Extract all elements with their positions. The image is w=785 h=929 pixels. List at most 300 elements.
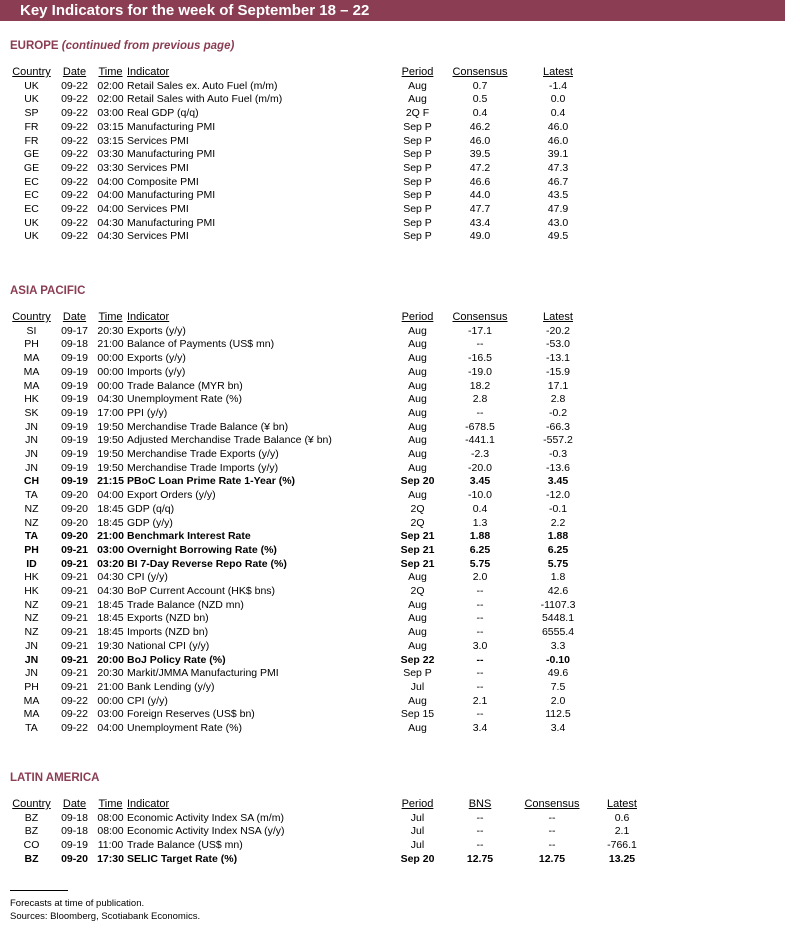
latest-cell: -557.2 [543,434,573,447]
bns-cell: -- [476,825,484,838]
time-cell: 20:30 [97,667,124,680]
period-cell: Aug [408,79,427,92]
date-cell: 09-19 [61,839,88,852]
country-cell: SI [26,324,37,337]
time-cell: 03:00 [97,107,124,120]
table-row [8,640,599,654]
column-header-country: Country [12,66,51,78]
country-cell: HK [24,585,39,598]
period-cell: Aug [408,352,427,365]
column-header-indicator: Indicator [127,311,170,323]
latest-cell: -66.3 [546,420,570,433]
period-cell: Sep P [403,148,432,161]
date-cell: 09-20 [61,530,88,543]
footnote-divider [10,890,68,891]
footnote-forecasts: Forecasts at time of publication. [10,898,145,909]
consensus-cell: -17.1 [468,324,492,337]
consensus-cell: 5.75 [469,557,491,570]
period-cell: Sep 21 [400,543,435,556]
table-row [8,421,599,435]
period-cell: Sep 20 [400,475,435,488]
latest-cell: 1.8 [550,571,566,584]
time-cell: 18:45 [97,598,124,611]
country-cell: NZ [24,516,39,529]
latest-cell: 2.1 [614,825,630,838]
country-cell: FR [24,120,39,133]
table-row [8,571,599,585]
table-row [8,462,599,476]
consensus-cell: 3.45 [469,475,491,488]
indicator-cell: Export Orders (y/y) [127,489,216,502]
consensus-cell: 3.0 [472,639,488,652]
table-row [8,162,599,176]
consensus-cell: 47.7 [469,203,491,216]
table-row [8,352,599,366]
time-cell: 21:15 [97,475,124,488]
table-row [8,393,599,407]
indicator-cell: PBoC Loan Prime Rate 1-Year (%) [127,475,296,488]
period-cell: Aug [408,598,427,611]
period-cell: Sep P [403,189,432,202]
column-header-time: Time [98,66,123,78]
time-cell: 18:45 [97,612,124,625]
time-cell: 19:50 [97,420,124,433]
country-cell: BZ [24,825,39,838]
indicator-cell: Manufacturing PMI [127,148,216,161]
header-row [8,66,599,80]
section-name: LATIN AMERICA [10,772,100,784]
consensus-cell: -- [476,653,484,666]
country-cell: HK [24,393,39,406]
consensus-cell: 18.2 [469,379,491,392]
date-cell: 09-19 [61,352,88,365]
column-header-indicator: Indicator [127,66,170,78]
latest-cell: -0.1 [548,502,568,515]
country-cell: MA [23,379,40,392]
bns-cell: 12.75 [466,852,494,865]
date-cell: 09-19 [61,365,88,378]
latest-cell: 3.45 [547,475,569,488]
consensus-cell: -16.5 [468,352,492,365]
table-row [8,217,599,231]
latest-cell: -20.2 [546,324,570,337]
indicator-cell: Real GDP (q/q) [127,107,199,120]
period-cell: Sep P [403,134,432,147]
column-header-period: Period [401,66,434,78]
country-cell: HK [24,571,39,584]
consensus-cell: 43.4 [469,216,491,229]
period-cell: Aug [408,448,427,461]
country-cell: PH [24,543,39,556]
latest-cell: -53.0 [546,338,570,351]
country-cell: CO [23,839,40,852]
date-cell: 09-21 [61,626,88,639]
indicator-cell: Unemployment Rate (%) [127,722,242,735]
latest-cell: 3.3 [550,639,566,652]
latest-cell: -1.4 [548,79,568,92]
period-cell: Jul [410,680,425,693]
period-cell: Aug [408,379,427,392]
table-row [8,812,657,826]
consensus-cell: -2.3 [470,448,490,461]
country-cell: MA [23,694,40,707]
time-cell: 08:00 [97,811,124,824]
period-cell: Sep P [403,667,432,680]
period-cell: Aug [408,626,427,639]
date-cell: 09-22 [61,148,88,161]
time-cell: 03:15 [97,134,124,147]
indicator-cell: Imports (NZD bn) [127,626,209,639]
consensus-cell: -678.5 [465,420,495,433]
time-cell: 21:00 [97,680,124,693]
indicator-cell: Retail Sales with Auto Fuel (m/m) [127,93,283,106]
latest-cell: 46.0 [547,134,569,147]
period-cell: Aug [408,420,427,433]
table-row [8,599,599,613]
indicator-cell: Imports (y/y) [127,365,186,378]
date-cell: 09-20 [61,489,88,502]
column-header-country: Country [12,798,51,810]
indicator-cell: Adjusted Merchandise Trade Balance (¥ bn) [127,434,332,447]
country-cell: FR [24,134,39,147]
country-cell: CH [23,475,40,488]
indicator-cell: Merchandise Trade Exports (y/y) [127,448,279,461]
country-cell: PH [24,680,39,693]
country-cell: JN [25,639,38,652]
latest-cell: -0.10 [546,653,570,666]
country-cell: ID [26,557,37,570]
period-cell: Aug [408,434,427,447]
table-row [8,585,599,599]
date-cell: 09-21 [61,557,88,570]
header-row [8,798,657,812]
date-cell: 09-22 [61,79,88,92]
period-cell: Sep P [403,230,432,243]
column-header-consensus: Consensus [524,798,580,810]
time-cell: 20:00 [97,653,124,666]
period-cell: Jul [410,825,425,838]
latin-america-table [8,798,657,867]
date-cell: 09-19 [61,434,88,447]
country-cell: UK [24,79,39,92]
indicator-cell: Economic Activity Index SA (m/m) [127,811,284,824]
indicator-cell: Balance of Payments (US$ mn) [127,338,275,351]
consensus-cell: 2.0 [472,571,488,584]
table-row [8,107,599,121]
latest-cell: 13.25 [608,852,636,865]
date-cell: 09-22 [61,230,88,243]
time-cell: 04:30 [97,571,124,584]
consensus-cell: -- [476,598,484,611]
latest-cell: 2.2 [550,516,566,529]
time-cell: 18:45 [97,502,124,515]
consensus-cell: 44.0 [469,189,491,202]
column-header-consensus: Consensus [452,66,508,78]
date-cell: 09-21 [61,639,88,652]
latest-cell: -0.3 [548,448,568,461]
date-cell: 09-21 [61,598,88,611]
time-cell: 11:00 [97,839,124,852]
title-banner [0,0,785,21]
latest-cell: 2.8 [550,393,566,406]
table-row [8,366,599,380]
consensus-cell: -- [476,585,484,598]
table-row [8,148,599,162]
column-header-latest: Latest [607,798,637,810]
country-cell: TA [25,722,38,735]
latest-cell: 2.0 [550,694,566,707]
latest-cell: 3.4 [550,722,566,735]
latest-cell: 49.6 [547,667,569,680]
table-row [8,93,599,107]
consensus-cell: -20.0 [468,461,492,474]
date-cell: 09-19 [61,475,88,488]
consensus-cell: -10.0 [468,489,492,502]
indicator-cell: GDP (q/q) [127,502,175,515]
consensus-cell: 0.5 [472,93,488,106]
period-cell: Aug [408,324,427,337]
country-cell: SK [24,406,39,419]
date-cell: 09-18 [61,825,88,838]
country-cell: EC [24,203,39,216]
consensus-cell: 0.4 [472,107,488,120]
period-cell: Sep P [403,216,432,229]
period-cell: 2Q [410,516,425,529]
country-cell: UK [24,230,39,243]
time-cell: 03:15 [97,120,124,133]
table-row [8,503,599,517]
indicator-cell: Trade Balance (MYR bn) [127,379,243,392]
date-cell: 09-17 [61,324,88,337]
page-title: Key Indicators for the week of September 18 – 22 [20,2,370,19]
country-cell: NZ [24,612,39,625]
date-cell: 09-19 [61,406,88,419]
time-cell: 00:00 [97,352,124,365]
table-row [8,722,599,736]
section-title-asia-pacific [10,285,85,297]
latest-cell: 0.6 [614,811,630,824]
period-cell: Aug [408,93,427,106]
indicator-cell: Retail Sales ex. Auto Fuel (m/m) [127,79,278,92]
time-cell: 04:30 [97,230,124,243]
europe-table [8,66,599,244]
date-cell: 09-22 [61,175,88,188]
time-cell: 17:30 [97,852,124,865]
period-cell: Aug [408,406,427,419]
date-cell: 09-21 [61,612,88,625]
consensus-cell: 46.6 [469,175,491,188]
latest-cell: 17.1 [547,379,569,392]
latest-cell: 47.9 [547,203,569,216]
consensus-cell: 2.1 [472,694,488,707]
period-cell: Aug [408,571,427,584]
consensus-cell: -- [548,811,556,824]
date-cell: 09-22 [61,134,88,147]
time-cell: 00:00 [97,379,124,392]
date-cell: 09-22 [61,708,88,721]
country-cell: JN [25,420,38,433]
column-header-latest: Latest [543,66,573,78]
period-cell: Aug [408,694,427,707]
indicator-cell: BoJ Policy Rate (%) [127,653,226,666]
country-cell: TA [24,530,39,543]
country-cell: UK [24,216,39,229]
table-row [8,489,599,503]
time-cell: 04:00 [97,203,124,216]
table-row [8,695,599,709]
date-cell: 09-21 [61,653,88,666]
table-row [8,338,599,352]
time-cell: 03:30 [97,161,124,174]
consensus-cell: -- [476,626,484,639]
indicator-cell: Services PMI [127,134,189,147]
footnote-sources: Sources: Bloomberg, Scotiabank Economics. [10,911,201,922]
table-row [8,839,657,853]
column-header-consensus: Consensus [452,311,508,323]
asia-pacific-table [8,311,599,736]
latest-cell: -1107.3 [540,598,576,611]
indicator-cell: SELIC Target Rate (%) [127,852,238,865]
table-row [8,407,599,421]
time-cell: 08:00 [97,825,124,838]
indicator-cell: PPI (y/y) [127,406,168,419]
table-row [8,230,599,244]
indicator-cell: BoP Current Account (HK$ bns) [127,585,276,598]
date-cell: 09-18 [61,338,88,351]
latest-cell: 47.3 [547,161,569,174]
table-row [8,626,599,640]
date-cell: 09-22 [61,107,88,120]
indicator-cell: Trade Balance (US$ mn) [127,839,243,852]
country-cell: JN [25,667,38,680]
indicator-cell: Manufacturing PMI [127,120,216,133]
date-cell: 09-20 [61,502,88,515]
latest-cell: -15.9 [546,365,570,378]
indicator-cell: Trade Balance (NZD mn) [127,598,244,611]
time-cell: 04:00 [97,189,124,202]
time-cell: 04:00 [97,489,124,502]
country-cell: MA [23,352,40,365]
latest-cell: -0.2 [548,406,568,419]
consensus-cell: 2.8 [472,393,488,406]
consensus-cell: -- [476,667,484,680]
table-row [8,135,599,149]
consensus-cell: -- [548,825,556,838]
time-cell: 04:00 [97,175,124,188]
indicator-cell: CPI (y/y) [127,571,168,584]
time-cell: 19:50 [97,434,124,447]
column-header-date: Date [62,311,87,323]
period-cell: Aug [408,489,427,502]
period-cell: 2Q [410,502,425,515]
table-row [8,80,599,94]
header-row [8,311,599,325]
date-cell: 09-22 [61,161,88,174]
latest-cell: 46.0 [547,120,569,133]
time-cell: 00:00 [97,694,124,707]
table-row [8,203,599,217]
time-cell: 20:30 [97,324,124,337]
consensus-cell: -441.1 [465,434,495,447]
section-name: ASIA PACIFIC [10,285,86,297]
period-cell: Aug [408,338,427,351]
date-cell: 09-19 [61,379,88,392]
latest-cell: 39.1 [547,148,569,161]
date-cell: 09-21 [61,667,88,680]
section-name: EUROPE [10,40,59,52]
date-cell: 09-20 [61,852,88,865]
period-cell: Sep P [403,161,432,174]
period-cell: Sep 21 [400,557,435,570]
latest-cell: 0.0 [550,93,566,106]
date-cell: 09-21 [61,571,88,584]
column-header-period: Period [401,798,434,810]
bns-cell: -- [476,811,484,824]
table-row [8,853,657,867]
latest-cell: -13.1 [546,352,570,365]
country-cell: NZ [24,502,39,515]
latest-cell: 42.6 [547,585,569,598]
section-note: (continued from previous page) [61,40,235,52]
column-header-time: Time [98,311,123,323]
consensus-cell: -- [476,338,484,351]
latest-cell: 6555.4 [541,626,575,639]
period-cell: Aug [408,639,427,652]
column-header-latest: Latest [543,311,573,323]
period-cell: Aug [408,612,427,625]
column-header-time: Time [98,798,123,810]
indicator-cell: Benchmark Interest Rate [127,530,251,543]
consensus-cell: 46.0 [469,134,491,147]
indicator-cell: Economic Activity Index NSA (y/y) [127,825,285,838]
latest-cell: 49.5 [547,230,569,243]
table-row [8,558,599,572]
time-cell: 02:00 [97,93,124,106]
time-cell: 03:20 [97,557,124,570]
date-cell: 09-22 [61,93,88,106]
date-cell: 09-22 [61,203,88,216]
consensus-cell: 0.4 [472,502,488,515]
consensus-cell: 49.0 [469,230,491,243]
period-cell: 2Q [410,585,425,598]
period-cell: Aug [408,722,427,735]
consensus-cell: 0.7 [472,79,488,92]
column-header-date: Date [62,798,87,810]
country-cell: MA [23,708,40,721]
indicator-cell: Services PMI [127,203,189,216]
indicator-cell: Unemployment Rate (%) [127,393,242,406]
latest-cell: 0.4 [550,107,566,120]
indicator-cell: CPI (y/y) [127,694,168,707]
country-cell: JN [25,461,38,474]
consensus-cell: 46.2 [469,120,491,133]
country-cell: UK [24,93,39,106]
time-cell: 04:30 [97,216,124,229]
table-row [8,667,599,681]
time-cell: 03:00 [97,708,124,721]
consensus-cell: 1.88 [469,530,491,543]
country-cell: JN [25,448,38,461]
table-row [8,121,599,135]
time-cell: 04:30 [97,393,124,406]
table-row [8,325,599,339]
time-cell: 04:00 [97,722,124,735]
date-cell: 09-19 [61,448,88,461]
latest-cell: 46.7 [547,175,569,188]
indicator-cell: Exports (y/y) [127,324,186,337]
table-row [8,654,599,668]
consensus-cell: -- [476,708,484,721]
